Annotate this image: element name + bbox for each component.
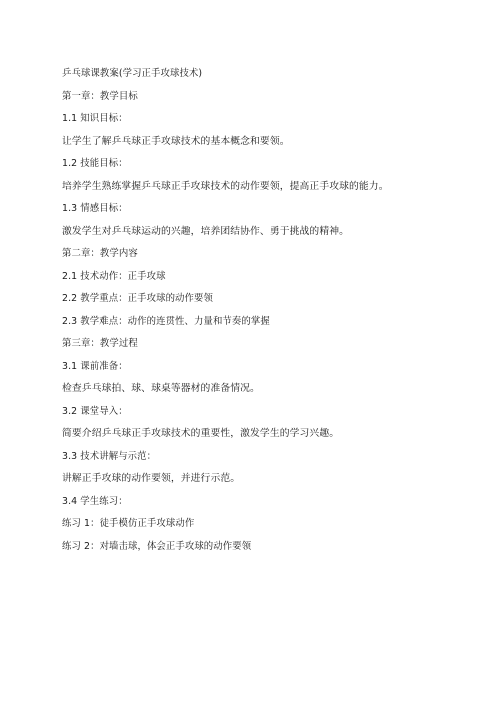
section-item: 2.2 教学重点：正手攻球的动作要领 <box>62 293 213 304</box>
section-heading: 1.2 技能目标： <box>62 158 128 169</box>
paragraph: 让学生了解乒乓球正手攻球技术的基本概念和要领。 <box>62 135 290 147</box>
exercise-item: 练习 1：徒手模仿正手攻球动作 <box>62 518 195 529</box>
paragraph: 激发学生对乒乓球运动的兴趣，培养团结协作、勇于挑战的精神。 <box>62 225 350 237</box>
paragraph: 培养学生熟练掌握乒乓球正手攻球技术的动作要领，提高正手攻球的能力。 <box>62 180 389 192</box>
section-heading: 3.2 课堂导入： <box>62 405 128 417</box>
section-heading: 3.1 课前准备： <box>62 360 128 372</box>
section-item: 2.3 教学难点：动作的连贯性、力量和节奏的掌握 <box>62 315 270 327</box>
document-title: 乒乓球课教案(学习正手攻球技术) <box>62 68 203 79</box>
paragraph: 检查乒乓球拍、球、球桌等器材的准备情况。 <box>62 383 260 394</box>
chapter-heading: 第三章：教学过程 <box>62 338 138 349</box>
section-heading: 3.3 技术讲解与示范： <box>62 450 157 462</box>
section-item: 2.1 技术动作：正手攻球 <box>62 270 166 282</box>
paragraph: 讲解正手攻球的动作要领，并进行示范。 <box>62 473 241 484</box>
chapter-heading: 第二章：教学内容 <box>62 248 138 259</box>
chapter-heading: 第一章：教学目标 <box>62 90 138 102</box>
section-heading: 3.4 学生练习： <box>62 495 128 507</box>
section-heading: 1.1 知识目标： <box>62 113 128 124</box>
document-body <box>62 63 462 558</box>
exercise-item: 练习 2：对墙击球，体会正手攻球的动作要领 <box>62 540 252 552</box>
paragraph: 简要介绍乒乓球正手攻球技术的重要性，激发学生的学习兴趣。 <box>62 428 340 439</box>
section-heading: 1.3 情感目标： <box>62 203 128 214</box>
